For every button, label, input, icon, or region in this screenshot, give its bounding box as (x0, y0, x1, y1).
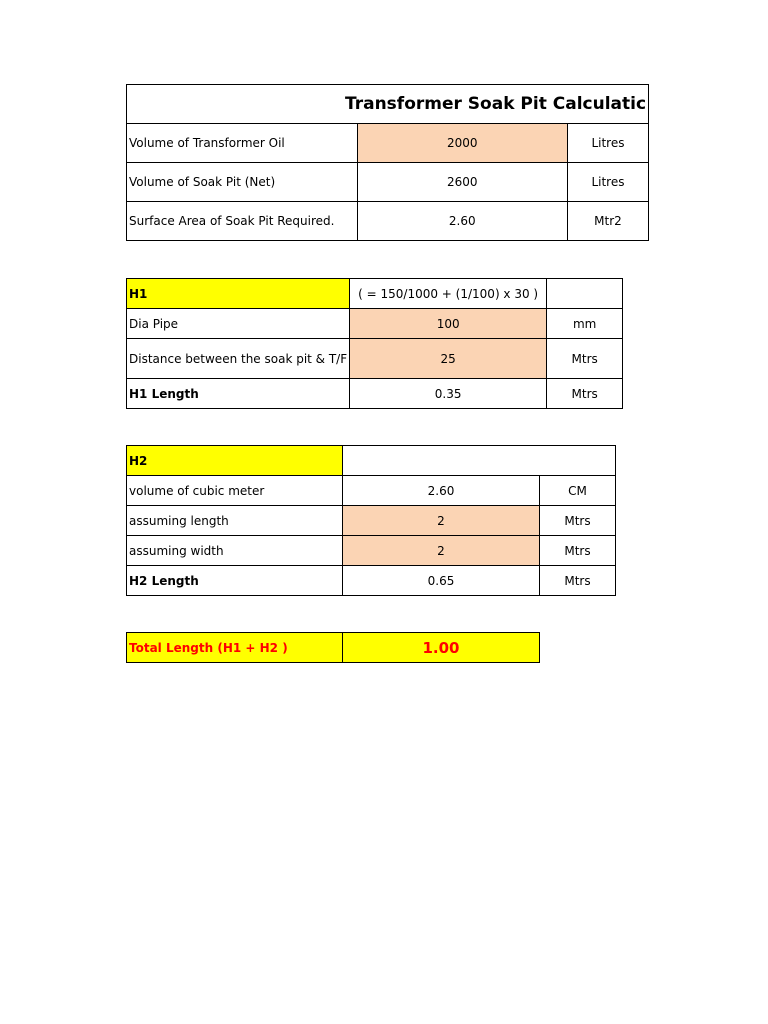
empty-cell[interactable] (547, 279, 623, 309)
unit-cell[interactable]: Mtrs (540, 566, 616, 596)
surface-area-cell[interactable]: 2.60 (357, 202, 567, 241)
label-cell[interactable]: assuming width (127, 536, 343, 566)
table-row (127, 446, 616, 476)
h2-header-cell[interactable]: H2 (127, 446, 343, 476)
h1-table (126, 278, 623, 409)
assumed-length-cell[interactable]: 2 (343, 506, 540, 536)
empty-cell[interactable] (343, 446, 616, 476)
sheet-title: Transformer Soak Pit Calculatic (127, 85, 649, 124)
table-row (127, 309, 623, 339)
total-label-cell[interactable]: Total Length (H1 + H2 ) (127, 633, 343, 663)
total-table (126, 632, 540, 663)
label-cell[interactable]: assuming length (127, 506, 343, 536)
soak-pit-volume-cell[interactable]: 2600 (357, 163, 567, 202)
unit-cell[interactable]: Mtrs (547, 379, 623, 409)
cubic-volume-cell[interactable]: 2.60 (343, 476, 540, 506)
label-cell[interactable]: H2 Length (127, 566, 343, 596)
table-row (127, 279, 623, 309)
label-cell[interactable]: volume of cubic meter (127, 476, 343, 506)
assumed-width-cell[interactable]: 2 (343, 536, 540, 566)
label-cell[interactable]: Volume of Soak Pit (Net) (127, 163, 358, 202)
table-row (127, 163, 649, 202)
table-row (127, 202, 649, 241)
table-row (127, 566, 616, 596)
dia-pipe-cell[interactable]: 100 (350, 309, 547, 339)
label-cell[interactable]: Dia Pipe (127, 309, 350, 339)
unit-cell[interactable]: Mtrs (540, 506, 616, 536)
label-cell[interactable]: Surface Area of Soak Pit Required. (127, 202, 358, 241)
unit-cell[interactable]: Litres (567, 124, 648, 163)
table-row (127, 339, 623, 379)
label-cell[interactable]: Volume of Transformer Oil (127, 124, 358, 163)
transformer-oil-volume-cell[interactable]: 2000 (357, 124, 567, 163)
h1-header-cell[interactable]: H1 (127, 279, 350, 309)
unit-cell[interactable]: Litres (567, 163, 648, 202)
table-row (127, 506, 616, 536)
unit-cell[interactable]: Mtr2 (567, 202, 648, 241)
unit-cell[interactable]: mm (547, 309, 623, 339)
label-cell[interactable]: H1 Length (127, 379, 350, 409)
unit-cell[interactable]: Mtrs (540, 536, 616, 566)
h1-length-cell[interactable]: 0.35 (350, 379, 547, 409)
total-value-cell[interactable]: 1.00 (343, 633, 540, 663)
label-cell[interactable]: Distance between the soak pit & T/F (127, 339, 350, 379)
h2-table (126, 445, 616, 596)
h2-length-cell[interactable]: 0.65 (343, 566, 540, 596)
distance-cell[interactable]: 25 (350, 339, 547, 379)
table-row (127, 124, 649, 163)
table-row (127, 476, 616, 506)
table-row (127, 633, 540, 663)
unit-cell[interactable]: CM (540, 476, 616, 506)
table-row (127, 379, 623, 409)
soak-pit-volume-table (126, 84, 649, 241)
unit-cell[interactable]: Mtrs (547, 339, 623, 379)
table-row (127, 536, 616, 566)
h1-formula-cell[interactable]: ( = 150/1000 + (1/100) x 30 ) (350, 279, 547, 309)
